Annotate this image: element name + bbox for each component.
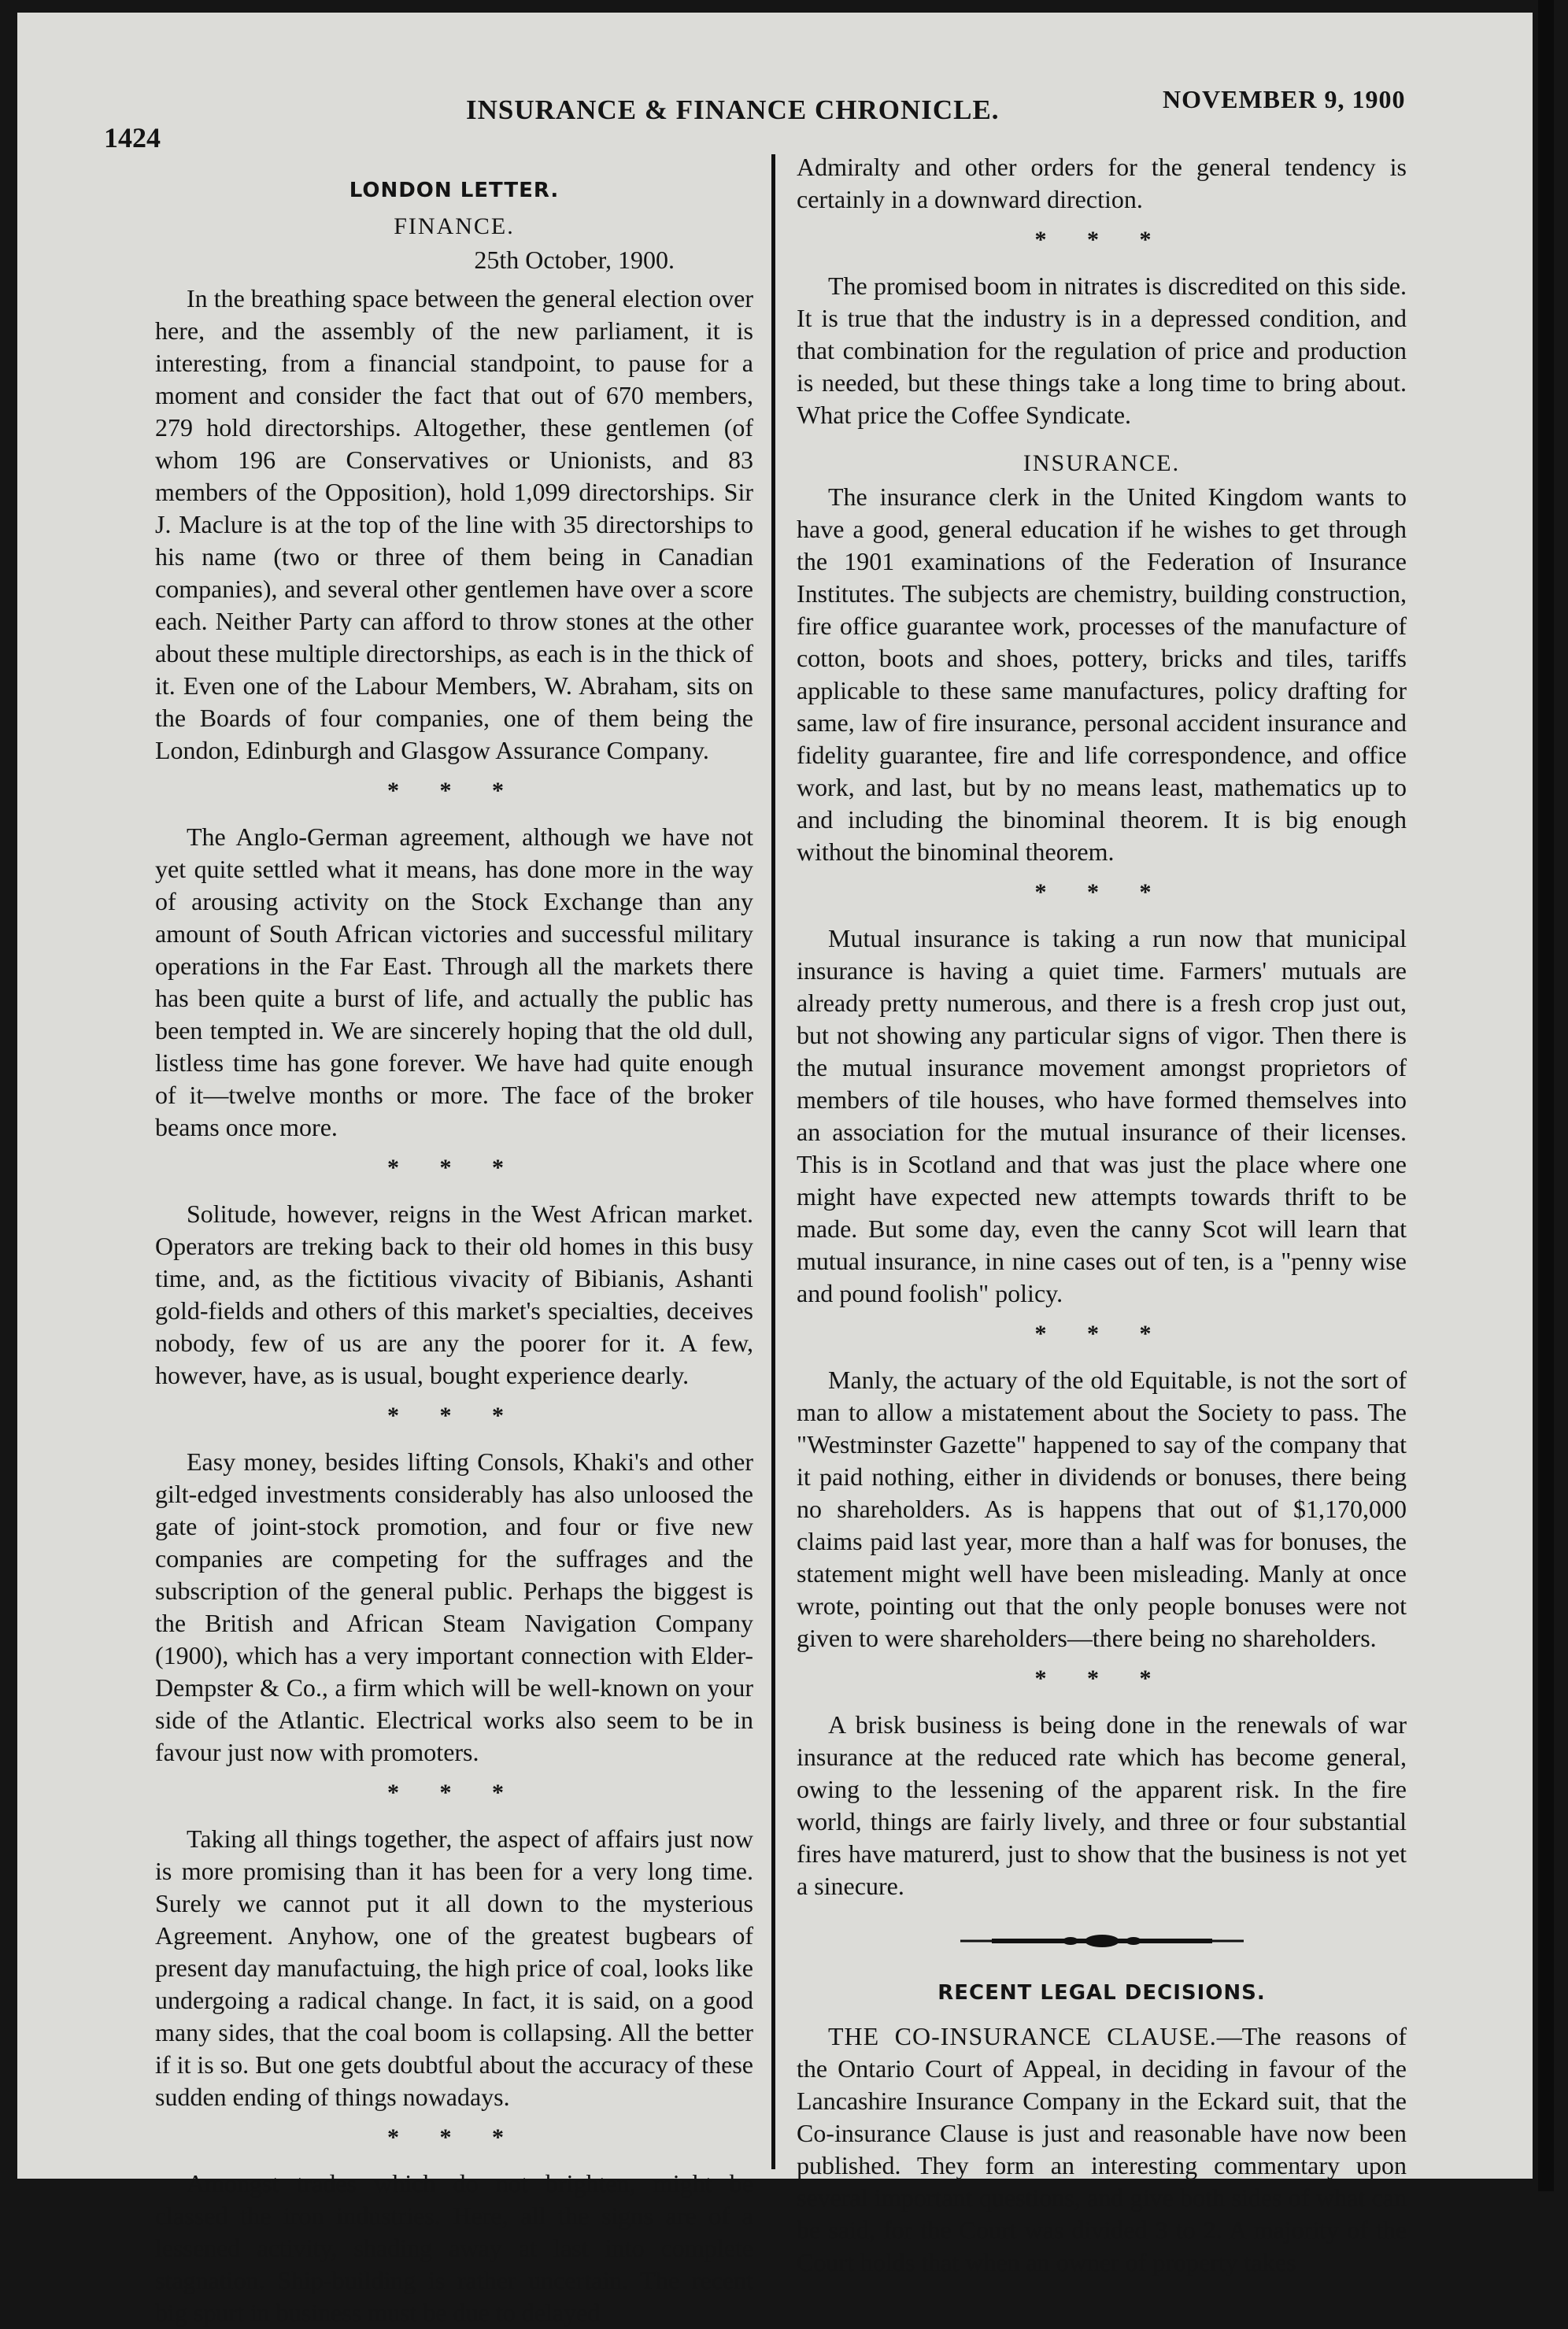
journal-title: INSURANCE & FINANCE CHRONICLE. — [466, 94, 1000, 125]
paragraph: In the breathing space between the general election over here, and the assembly of the new parliament, it is interesting, from a financial standpoint, to pause for a moment and consider the fact that out of 670 members, 279 hold directorships. Altogether, these gentlemen (of whom 196 are Conservatives or Unionists, and 83 members of the Opposition), hold 1,099 directorships. Sir J. Maclure is at the top of the line with 35 directorships to his name (two or three of them being in Canadian companies), and several other gentlemen have over a score each. Neither Party can afford to throw stones at the other about these multiple directorships, as each is in the thick of it. Even one of the Labour Members, W. Abraham, sits on the Boards of four companies, one of them being the London, Edinburgh and Glasgow Assurance Company. — [155, 284, 753, 764]
newspaper-page — [17, 13, 1533, 2327]
legal-heading: RECENT LEGAL DECISIONS. — [937, 1981, 1266, 2005]
left-column — [155, 167, 753, 2329]
page-number: 1424 — [104, 122, 161, 153]
legal-text: —The reasons of the Ontario Court of Appeal, in deciding in favour of the Lancashire Insurance Company in the Eckard suit, that the Co-insurance Clause is just and reasonable have now been published. They form an interesting commentary upon several important questions, and give both sides of what can be said, for the Court was divided 3 to 2. A majority of the Court holds that when an owner of property takes — [797, 2022, 1407, 2276]
legal-lead: THE CO-INSURANCE CLAUSE. — [828, 2022, 1217, 2050]
paragraph: Solitude, however, reigns in the West African market. Operators are treking back to their old homes in this busy time, and, as the fictitious vivacity of Bibianis, Ashanti gold-fields and others of this market's specialties, deceives nobody, few of us are any the poorer for it. A few, however, have, as is usual, bought experience dearly. — [155, 1200, 753, 1389]
paragraph: Taking all things together, the aspect of affairs just now is more promising than it has been for a very long time. Surely we cannot put it all down to the mysterious Agreement. Anyhow, one of the greatest bugbears of present day manufactuing, the high price of coal, looks like undergoing a radical change. In fact, it is said, on a good many sides, that the coal boom is collapsing. All the better if it is so. But one gets doubtful about the accuracy of these sudden ending of things nowadays. — [155, 1824, 753, 2111]
separator-stars: * * * — [387, 1403, 521, 1429]
paragraph: A brisk business is being done in the renewals of war insurance at the reduced rate which has become general, owing to the lessening of the apparent risk. In the fire world, things are fairly lively, and three or four substantial fires have maturerd, just to show that the business is not yet a sinecure. — [797, 1710, 1407, 1900]
paragraph: Amongst trades which do not brighten, might be classed the iron industries. Here, all the signs are of a lessened activity, shading away at last into complete stagnation. Ship-building is rather uncertain. The recent big spurt in business must be due to delayed — [155, 2169, 753, 2327]
ornament-icon — [960, 1933, 1244, 1949]
paragraph: Mutual insurance is taking a run now that municipal insurance is having a quiet time. Farmers' mutuals are already pretty numerous, and there is a fresh crop just out, but not showing any particular signs of vigor. Then there is the mutual insurance movement amongst proprietors of members of tile houses, who have formed themselves into an association for the mutual insurance of their licenses. This is in Scotland and that was just the place where one might have expected new attempts towards thrift to be made. But some day, even the canny Scot will learn that mutual insurance, in nine cases out of ten, is a "penny wise and pound foolish" policy. — [797, 924, 1407, 1307]
separator-stars: * * * — [387, 778, 521, 804]
paragraph: The Anglo-German agreement, although we have not yet quite settled what it means, has done more in the way of arousing activity on the Stock Exchange than any amount of South African victories and successful military operations in the Far East. Through all the markets there has been quite a burst of life, and actually the public has been tempted in. We are sincerely hoping that the old dull, listless time has gone forever. We have had quite enough of it—twelve months or more. The face of the broker beams once more. — [155, 823, 753, 1141]
separator-stars: * * * — [1034, 227, 1169, 253]
article-heading: LONDON LETTER. — [349, 179, 560, 202]
right-column — [797, 151, 1407, 2279]
continued-paragraph: Admiralty and other orders for the general tendency is certainly in a downward direction. — [797, 153, 1407, 213]
running-head — [104, 85, 1411, 153]
column-rule — [771, 154, 775, 2169]
paragraph: Easy money, besides lifting Consols, Khaki's and other gilt-edged investments considerably has also unloosed the gate of joint-stock promotion, and four or five new companies are competing for the suffrages and the subscription of the general public. Perhaps the biggest is the British and African Steam Navigation Company (1900), which has a very important connection with Elder-Dempster & Co., a firm which will be well-known on your side of the Atlantic. Electrical works also seem to be in favour just now with promoters. — [155, 1447, 753, 1766]
separator-stars: * * * — [387, 1155, 521, 1181]
section-subheading: INSURANCE. — [1023, 450, 1181, 476]
dateline: 25th October, 1900. — [474, 246, 675, 274]
paragraph: Manly, the actuary of the old Equitable, is not the sort of man to allow a mistatement about the Society to pass. The "Westminster Gazette" happened to say of the company that it paid nothing, either in dividends or bonuses, there being no shareholders. As is happens that out of $1,170,000 claims paid last year, more than a half was for bonuses, the statement might well have been misleading. Manly at once wrote, pointing out that the only people bonuses were not given to were shareholders—there being no shareholders. — [797, 1366, 1407, 1652]
separator-stars: * * * — [1034, 879, 1169, 905]
paragraph — [797, 2020, 1407, 2279]
separator-stars: * * * — [1034, 1665, 1169, 1691]
binding-shadow — [1538, 0, 1554, 2191]
separator-stars: * * * — [387, 1780, 521, 1806]
issue-date: NOVEMBER 9, 1900 — [1163, 85, 1406, 113]
separator-stars: * * * — [1034, 1321, 1169, 1347]
section-subheading: FINANCE. — [394, 213, 515, 239]
ornamental-rule — [797, 1924, 1407, 1957]
separator-stars: * * * — [387, 2124, 521, 2150]
paragraph: The promised boom in nitrates is discredited on this side. It is true that the industry is in a depressed condition, and that combination for the regulation of price and production is needed, but these things take a long time to bring about. What price the Coffee Syndicate. — [797, 272, 1407, 429]
paragraph: The insurance clerk in the United Kingdom wants to have a good, general education if he wishes to get through the 1901 examinations of the Federation of Insurance Institutes. The subjects are chemistry, building construction, fire office guarantee work, processes of the manufacture of cotton, boots and shoes, pottery, bricks and tiles, tariffs applicable to these same manufactures, policy drafting for same, law of fire insurance, personal accident insurance and fidelity guarantee, fire and life correspondence, and office work, and last, but by no means least, mathematics up to and including the binominal theorem. It is big enough without the binominal theorem. — [797, 482, 1407, 866]
